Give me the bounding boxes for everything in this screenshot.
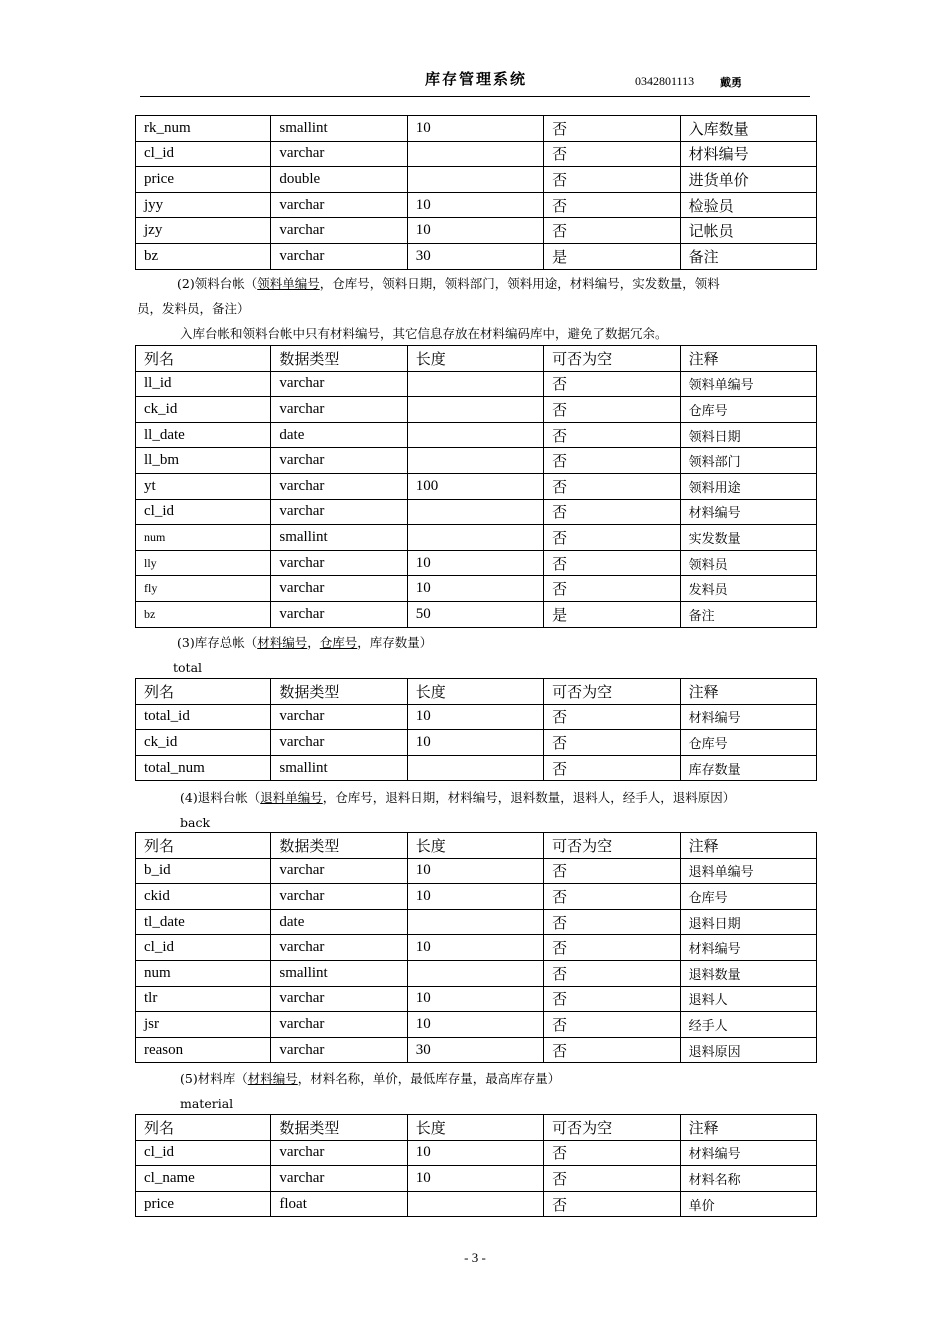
table-cell: varchar xyxy=(271,243,407,269)
section-2-intro: (2)领料台帐（领料单编号，仓库号，领料日期，领料部门，领料用途，材料编号，实发数量，领料 xyxy=(177,276,720,291)
table-material xyxy=(135,1114,817,1217)
header-student-id: 0342801113 xyxy=(635,74,695,88)
table-cell: 10 xyxy=(407,704,543,730)
table-cell: varchar xyxy=(271,935,407,961)
table-cell: 30 xyxy=(407,1037,543,1063)
header-title: 库存管理系统 xyxy=(425,70,528,88)
table-cell: 10 xyxy=(407,884,543,910)
table-cell xyxy=(407,141,543,167)
table-cell: 否 xyxy=(544,525,680,551)
table-cell: reason xyxy=(136,1037,271,1063)
table-row xyxy=(136,909,817,935)
table-cell: 10 xyxy=(407,986,543,1012)
table-cell xyxy=(407,422,543,448)
table-cell: total_id xyxy=(136,704,271,730)
table-row xyxy=(136,730,817,756)
table-cell: 退料原因 xyxy=(680,1037,816,1063)
table-cell xyxy=(407,371,543,397)
section-5-intro: (5)材料库（材料编号，材料名称，单价，最低库存量，最高库存量） xyxy=(180,1071,561,1086)
table-cell: num xyxy=(136,525,271,551)
table-cell: 否 xyxy=(544,218,680,244)
table-row xyxy=(136,960,817,986)
table-cell: varchar xyxy=(271,141,407,167)
table-cell: cl_id xyxy=(136,499,271,525)
table-cell: 发料员 xyxy=(680,576,816,602)
table-row xyxy=(136,422,817,448)
table-header-row xyxy=(136,346,817,372)
table-cell xyxy=(407,397,543,423)
column-header: 注释 xyxy=(680,346,816,372)
table-cell: 领料员 xyxy=(680,550,816,576)
table-cell: total_num xyxy=(136,755,271,781)
table-cell: 领料单编号 xyxy=(680,371,816,397)
table-cell: 否 xyxy=(544,755,680,781)
table-cell: fly xyxy=(136,576,271,602)
table-cell: rk_num xyxy=(136,116,271,142)
table-cell: lly xyxy=(136,550,271,576)
table-cell: 否 xyxy=(544,141,680,167)
table-cell: 否 xyxy=(544,448,680,474)
section-3-table-name: total xyxy=(173,660,203,675)
table-row xyxy=(136,473,817,499)
table-cell: ll_id xyxy=(136,371,271,397)
section-2-note: 入库台帐和领料台帐中只有材料编号，其它信息存放在材料编码库中，避免了数据冗余。 xyxy=(180,326,668,341)
table-row xyxy=(136,116,817,142)
table-cell: date xyxy=(271,422,407,448)
table-cell: 否 xyxy=(544,499,680,525)
table-cell: date xyxy=(271,909,407,935)
table-header-row xyxy=(136,833,817,859)
table-cell: 10 xyxy=(407,1166,543,1192)
table-cell: varchar xyxy=(271,499,407,525)
table-cell: varchar xyxy=(271,1037,407,1063)
table-cell: 退料单编号 xyxy=(680,858,816,884)
table-cell: 仓库号 xyxy=(680,884,816,910)
table-cell xyxy=(407,525,543,551)
table-cell: smallint xyxy=(271,116,407,142)
table-cell: smallint xyxy=(271,755,407,781)
table-cell: cl_name xyxy=(136,1166,271,1192)
table-cell: 单价 xyxy=(680,1191,816,1217)
table-row xyxy=(136,601,817,627)
table-cell: varchar xyxy=(271,397,407,423)
column-header: 数据类型 xyxy=(271,833,407,859)
table-cell: 否 xyxy=(544,116,680,142)
table-cell: 否 xyxy=(544,192,680,218)
table-cell: varchar xyxy=(271,601,407,627)
table-row xyxy=(136,499,817,525)
table-cell: float xyxy=(271,1191,407,1217)
table-cell xyxy=(407,448,543,474)
table-cell: double xyxy=(271,167,407,193)
table-row xyxy=(136,1012,817,1038)
table-row xyxy=(136,448,817,474)
table-cell: 否 xyxy=(544,167,680,193)
column-header: 列名 xyxy=(136,1115,271,1141)
section-4-table-name: back xyxy=(180,815,211,830)
table-cell: 检验员 xyxy=(680,192,816,218)
table-cell: 否 xyxy=(544,960,680,986)
table-cell: 否 xyxy=(544,909,680,935)
table-cell: 仓库号 xyxy=(680,397,816,423)
table-cell: varchar xyxy=(271,550,407,576)
column-header: 数据类型 xyxy=(271,679,407,705)
table-cell: tl_date xyxy=(136,909,271,935)
column-header: 数据类型 xyxy=(271,346,407,372)
table-cell: ck_id xyxy=(136,730,271,756)
table-cell: varchar xyxy=(271,730,407,756)
column-header: 列名 xyxy=(136,346,271,372)
table-cell: ll_date xyxy=(136,422,271,448)
table-cell xyxy=(407,167,543,193)
table-row xyxy=(136,884,817,910)
table-cell: 否 xyxy=(544,473,680,499)
table-cell: 否 xyxy=(544,1191,680,1217)
table-row xyxy=(136,192,817,218)
column-header: 长度 xyxy=(407,1115,543,1141)
column-header: 长度 xyxy=(407,346,543,372)
column-header: 列名 xyxy=(136,679,271,705)
table-cell: cl_id xyxy=(136,935,271,961)
column-header: 长度 xyxy=(407,833,543,859)
column-header: 注释 xyxy=(680,1115,816,1141)
table-total xyxy=(135,678,817,781)
table-header-row xyxy=(136,1115,817,1141)
table-cell: 否 xyxy=(544,1140,680,1166)
table-cell: 10 xyxy=(407,1012,543,1038)
table-cell: 否 xyxy=(544,422,680,448)
table-row xyxy=(136,755,817,781)
table-cell: 库存数量 xyxy=(680,755,816,781)
table-cell: 否 xyxy=(544,858,680,884)
table-cell: 退料数量 xyxy=(680,960,816,986)
table-cell: bz xyxy=(136,601,271,627)
table-cell: 否 xyxy=(544,576,680,602)
table-cell: cl_id xyxy=(136,1140,271,1166)
table-cell: jzy xyxy=(136,218,271,244)
table-cell: varchar xyxy=(271,1140,407,1166)
table-ruku-continued xyxy=(135,115,817,270)
table-cell: 否 xyxy=(544,371,680,397)
table-cell: 记帐员 xyxy=(680,218,816,244)
table-cell: 领料部门 xyxy=(680,448,816,474)
section-4-intro: (4)退料台帐（退料单编号，仓库号，退料日期，材料编号，退料数量，退料人，经手人，退料原因） xyxy=(180,790,736,805)
table-cell: 实发数量 xyxy=(680,525,816,551)
table-cell: 10 xyxy=(407,730,543,756)
table-cell xyxy=(407,499,543,525)
table-cell xyxy=(407,909,543,935)
page-number: - 3 - xyxy=(464,1250,486,1265)
table-row xyxy=(136,371,817,397)
table-cell: 材料编号 xyxy=(680,935,816,961)
table-cell: varchar xyxy=(271,218,407,244)
table-row xyxy=(136,525,817,551)
table-cell: 否 xyxy=(544,397,680,423)
table-row xyxy=(136,858,817,884)
table-cell: 备注 xyxy=(680,601,816,627)
table-row xyxy=(136,218,817,244)
table-cell: 10 xyxy=(407,218,543,244)
table-row xyxy=(136,704,817,730)
section-3-intro: (3)库存总帐（材料编号，仓库号，库存数量） xyxy=(177,635,433,650)
table-row xyxy=(136,550,817,576)
table-cell: jyy xyxy=(136,192,271,218)
table-row xyxy=(136,243,817,269)
table-cell: price xyxy=(136,167,271,193)
table-cell: 材料编号 xyxy=(680,1140,816,1166)
table-back xyxy=(135,832,817,1063)
table-cell: b_id xyxy=(136,858,271,884)
table-cell: price xyxy=(136,1191,271,1217)
table-row xyxy=(136,1140,817,1166)
table-row xyxy=(136,167,817,193)
table-row xyxy=(136,141,817,167)
table-row xyxy=(136,1166,817,1192)
table-row xyxy=(136,1037,817,1063)
table-cell: cl_id xyxy=(136,141,271,167)
table-cell: 10 xyxy=(407,576,543,602)
table-cell: 10 xyxy=(407,550,543,576)
table-cell: ck_id xyxy=(136,397,271,423)
table-cell: varchar xyxy=(271,884,407,910)
table-cell: smallint xyxy=(271,525,407,551)
column-header: 可否为空 xyxy=(544,1115,680,1141)
table-cell: jsr xyxy=(136,1012,271,1038)
table-cell: 领料用途 xyxy=(680,473,816,499)
table-cell: 经手人 xyxy=(680,1012,816,1038)
table-cell: 入库数量 xyxy=(680,116,816,142)
table-cell: 否 xyxy=(544,884,680,910)
table-cell xyxy=(407,1191,543,1217)
table-cell: 领料日期 xyxy=(680,422,816,448)
table-cell: 否 xyxy=(544,730,680,756)
table-cell: 否 xyxy=(544,935,680,961)
table-cell: 备注 xyxy=(680,243,816,269)
table-cell: 材料名称 xyxy=(680,1166,816,1192)
table-cell xyxy=(407,755,543,781)
table-cell: 10 xyxy=(407,116,543,142)
table-cell: tlr xyxy=(136,986,271,1012)
table-cell: 否 xyxy=(544,704,680,730)
table-cell: 50 xyxy=(407,601,543,627)
table-cell: varchar xyxy=(271,473,407,499)
table-cell: 30 xyxy=(407,243,543,269)
column-header: 可否为空 xyxy=(544,346,680,372)
table-cell: 100 xyxy=(407,473,543,499)
table-cell: smallint xyxy=(271,960,407,986)
table-cell: 是 xyxy=(544,243,680,269)
table-cell: 否 xyxy=(544,550,680,576)
table-cell: varchar xyxy=(271,704,407,730)
table-cell: 材料编号 xyxy=(680,499,816,525)
table-cell: 否 xyxy=(544,1012,680,1038)
page-header xyxy=(140,62,810,97)
table-row xyxy=(136,1191,817,1217)
table-cell: 退料人 xyxy=(680,986,816,1012)
column-header: 可否为空 xyxy=(544,833,680,859)
table-row xyxy=(136,576,817,602)
table-cell: varchar xyxy=(271,576,407,602)
header-author: 戴勇 xyxy=(720,76,742,89)
table-cell: varchar xyxy=(271,448,407,474)
table-cell: varchar xyxy=(271,1012,407,1038)
table-lingliao xyxy=(135,345,817,628)
table-cell: bz xyxy=(136,243,271,269)
table-cell: 进货单价 xyxy=(680,167,816,193)
table-cell: 材料编号 xyxy=(680,704,816,730)
table-cell: 10 xyxy=(407,192,543,218)
table-cell: varchar xyxy=(271,371,407,397)
table-row xyxy=(136,397,817,423)
table-row xyxy=(136,935,817,961)
table-cell: 否 xyxy=(544,986,680,1012)
table-cell: ckid xyxy=(136,884,271,910)
table-cell: varchar xyxy=(271,986,407,1012)
section-2-intro-cont: 员，发料员，备注） xyxy=(137,301,250,316)
column-header: 数据类型 xyxy=(271,1115,407,1141)
primary-key: 领料单编号 xyxy=(257,276,320,291)
table-cell: 否 xyxy=(544,1037,680,1063)
column-header: 可否为空 xyxy=(544,679,680,705)
table-cell: varchar xyxy=(271,192,407,218)
table-cell: 10 xyxy=(407,858,543,884)
column-header: 长度 xyxy=(407,679,543,705)
table-cell: num xyxy=(136,960,271,986)
table-cell: varchar xyxy=(271,858,407,884)
table-cell: ll_bm xyxy=(136,448,271,474)
section-5-table-name: material xyxy=(180,1096,234,1111)
column-header: 列名 xyxy=(136,833,271,859)
table-cell: 是 xyxy=(544,601,680,627)
table-cell: 退料日期 xyxy=(680,909,816,935)
table-row xyxy=(136,986,817,1012)
table-cell: 否 xyxy=(544,1166,680,1192)
column-header: 注释 xyxy=(680,679,816,705)
table-cell xyxy=(407,960,543,986)
table-cell: 10 xyxy=(407,1140,543,1166)
table-cell: 材料编号 xyxy=(680,141,816,167)
table-header-row xyxy=(136,679,817,705)
table-cell: yt xyxy=(136,473,271,499)
column-header: 注释 xyxy=(680,833,816,859)
table-cell: 10 xyxy=(407,935,543,961)
table-cell: 仓库号 xyxy=(680,730,816,756)
table-cell: varchar xyxy=(271,1166,407,1192)
